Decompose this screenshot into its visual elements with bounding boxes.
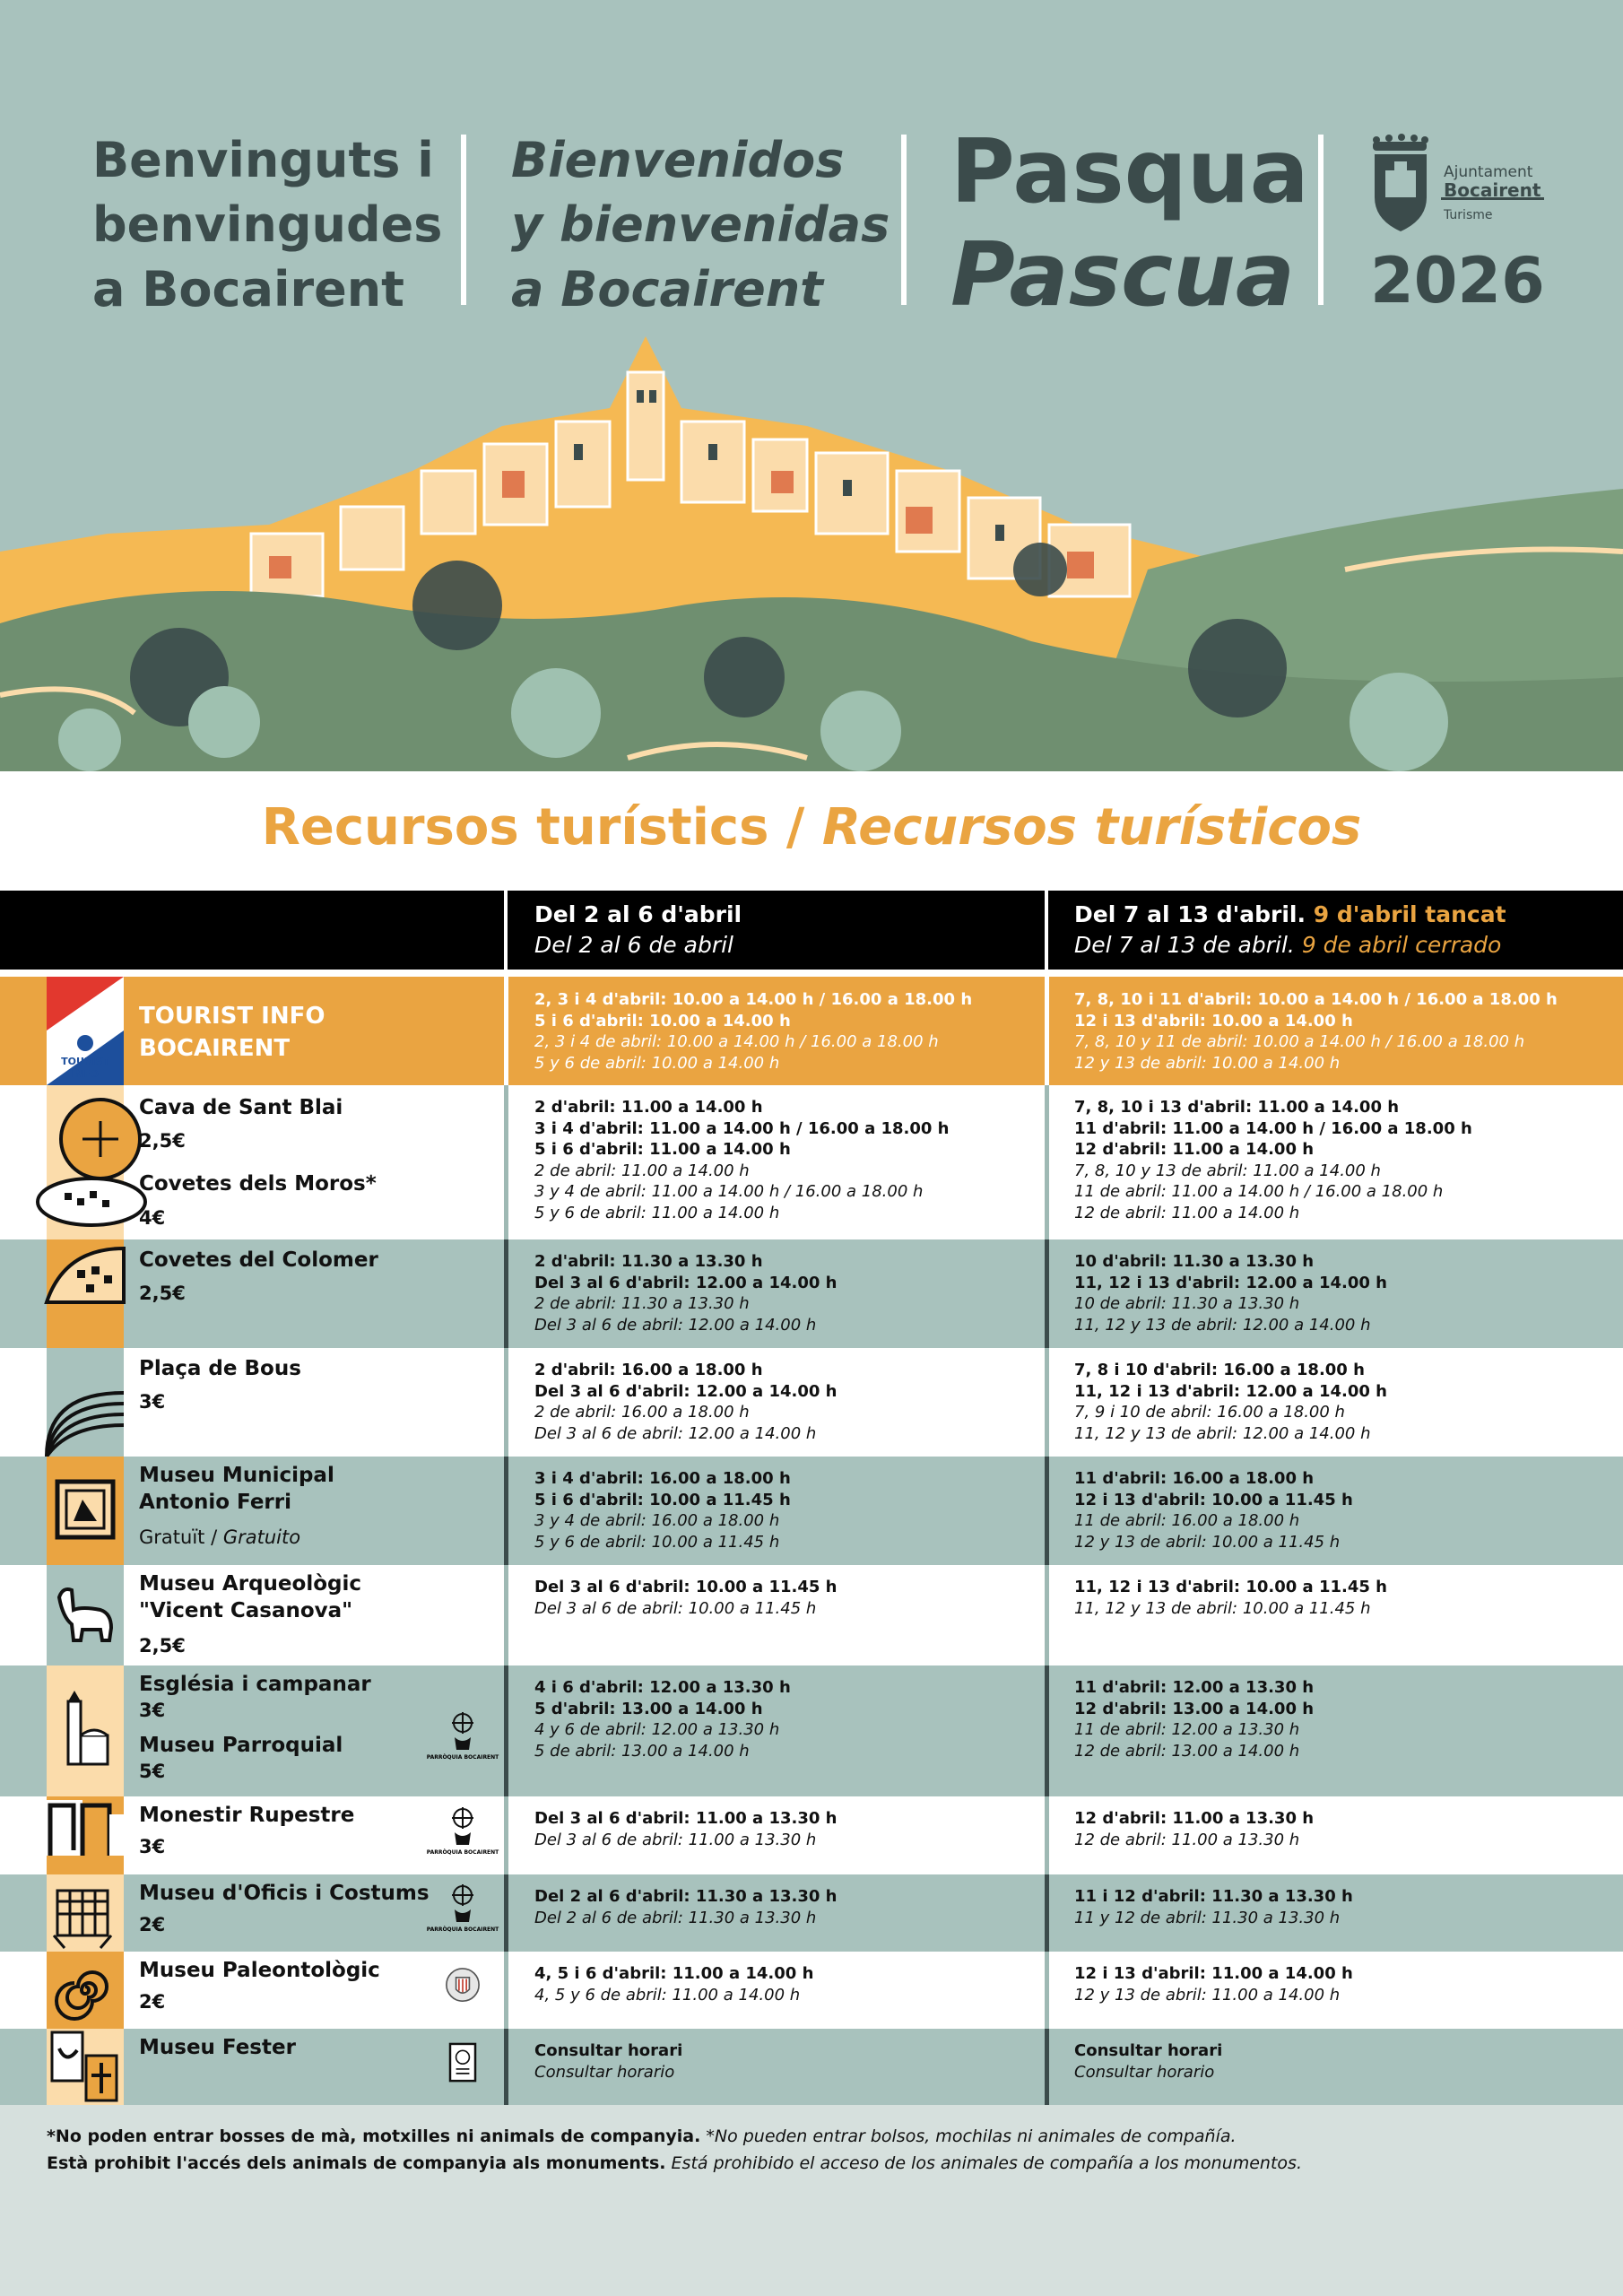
resource-name: Església i campanar [139,1673,371,1696]
schedule-col-1: 3 i 4 d'abril: 16.00 a 18.00 h 5 i 6 d'abril: 10.00 a 11.45 h 3 y 4 de abril: 16.00 a 18.00 h 5 y 6 de abril: 10.00 a 11.45 h [534,1469,791,1552]
schedule-col-2: 11, 12 i 13 d'abril: 10.00 a 11.45 h 11, 12 y 13 de abril: 10.00 a 11.45 h [1074,1578,1387,1618]
footnote-1: *No poden entrar bosses de mà, motxilles ni animals de companyia. *No pueden entrar bolsos, mochilas ni animales de compañía. [47,2126,1237,2146]
table-row [0,1565,1623,1665]
schedule-col-2: 7, 8 i 10 d'abril: 16.00 a 18.00 h 11, 12 i 13 d'abril: 12.00 a 14.00 h 7, 9 i 10 de abril: 16.00 a 18.00 h 11, 12 y 13 de abril: 12.00 a 14.00 h [1074,1361,1387,1443]
schedule-col-1: Consultar horari Consultar horario [534,2041,683,2082]
resource-name: Museu Parroquial [139,1734,343,1757]
header-divider [901,135,907,305]
column-divider [504,977,508,1085]
column-divider [504,2029,508,2105]
resource-name: Monestir Rupestre [139,1804,355,1827]
header-divider [1318,135,1324,305]
header-divider [461,135,466,305]
resource-name: Covetes dels Moros* [139,1172,377,1196]
column-divider [504,1239,508,1348]
column-divider [504,1952,508,2029]
event-title-catalan: Pasqua [950,121,1309,223]
column-header-2: Del 7 al 13 d'abril. 9 d'abril tancat Del 7 al 13 de abril. 9 de abril cerrado [1074,901,1506,958]
cave-icon [47,1085,124,1239]
table-row [0,977,1623,1085]
column-divider [1045,1085,1049,1239]
resource-price: Gratuït / Gratuito [139,1526,301,1548]
resource-price: 3€ [139,1391,166,1413]
table-row [0,1239,1623,1348]
resource-name: Museu Arqueològic "Vicent Casanova" [139,1572,361,1622]
schedule-col-1: 4 i 6 d'abril: 12.00 a 13.30 h 5 d'abril: 13.00 a 14.00 h 4 y 6 de abril: 12.00 a 13.30 h 5 de abril: 13.00 a 14.00 h [534,1678,791,1761]
monastery-cave-icon [47,1796,124,1874]
schedule-col-1: 2, 3 i 4 d'abril: 10.00 a 14.00 h / 16.00 a 18.00 h 5 i 6 d'abril: 10.00 a 14.00 h 2, 3 i 4 de abril: 10.00 a 14.00 h / 16.00 a 18.00 h 5 y 6 de abril: 10.00 a 14.00 h [534,990,973,1073]
parish-seal-icon [426,1883,499,1944]
resource-name: Cava de Sant Blai [139,1096,343,1119]
column-divider [1045,1565,1049,1665]
resource-price: 2€ [139,1914,166,1935]
footnote-2: Està prohibit l'accés dels animals de companyia als monuments. Está prohibido el acceso de los animales de compañía a los monumentos. [47,2153,1302,2173]
schedule-col-1: Del 3 al 6 d'abril: 11.00 a 13.30 h Del 3 al 6 de abril: 11.00 a 13.30 h [534,1809,838,1849]
schedule-col-2: 7, 8, 10 i 13 d'abril: 11.00 a 14.00 h 11 d'abril: 11.00 a 14.00 h / 16.00 a 18.00 h 12 d'abril: 11.00 a 14.00 h 7, 8, 10 y 13 de abril: 11.00 a 14.00 h 11 de abril: 11.00 a 14.00 h / 16.00 a 18.00 h 12 de abril: 11.00 a 14.00 h [1074,1098,1472,1222]
schedule-col-2: 7, 8, 10 i 11 d'abril: 10.00 a 14.00 h / 16.00 a 18.00 h 12 i 13 d'abril: 10.00 a 14.00 h 7, 8, 10 y 11 de abril: 10.00 a 14.00 h / 16.00 a 18.00 h 12 y 13 de abril: 10.00 a 14.00 h [1074,990,1558,1073]
resource-name: Museu Municipal Antonio Ferri [139,1464,334,1514]
schedule-col-1: 4, 5 i 6 d'abril: 11.00 a 14.00 h 4, 5 y 6 de abril: 11.00 a 14.00 h [534,1964,814,2005]
loom-icon [47,1874,124,1952]
column-divider [504,1565,508,1665]
table-row [0,1796,1623,1874]
resource-name: Covetes del Colomer [139,1248,378,1272]
resource-name: Plaça de Bous [139,1357,301,1380]
schedule-col-1: Del 3 al 6 d'abril: 10.00 a 11.45 h Del 3 al 6 de abril: 10.00 a 11.45 h [534,1578,838,1618]
column-divider [1045,1874,1049,1952]
footer-notes [0,2105,1623,2296]
svg-text:INFO: INFO [71,1068,100,1080]
schedule-col-2: 12 i 13 d'abril: 11.00 a 14.00 h 12 y 13 de abril: 11.00 a 14.00 h [1074,1964,1353,2005]
svg-text:PARRÒQUIA BOCAIRENT: PARRÒQUIA BOCAIRENT [426,1754,499,1761]
schedule-col-1: 2 d'abril: 11.00 a 14.00 h 3 i 4 d'abril: 11.00 a 14.00 h / 16.00 a 18.00 h 5 i 6 d'abril: 11.00 a 14.00 h 2 de abril: 11.00 a 14.00 h 3 y 4 de abril: 11.00 a 14.00 h / 16.00 a 18.00 h 5 y 6 de abril: 11.00 a 14.00 h [534,1098,950,1222]
schedule-col-1: 2 d'abril: 16.00 a 18.00 h Del 3 al 6 d'abril: 12.00 a 14.00 h 2 de abril: 16.00 a 18.00 h Del 3 al 6 de abril: 12.00 a 14.00 h [534,1361,838,1443]
column-divider [1045,1796,1049,1874]
column-divider [504,1874,508,1952]
column-header-1: Del 2 al 6 d'abril Del 2 al 6 de abril [534,901,742,958]
schedule-col-2: 12 d'abril: 11.00 a 13.30 h 12 de abril: 11.00 a 13.30 h [1074,1809,1315,1849]
column-divider [504,1085,508,1239]
column-divider [504,1348,508,1457]
event-title-spanish: Pascua [950,224,1296,326]
schedule-col-2: 10 d'abril: 11.30 a 13.30 h 11, 12 i 13 d'abril: 12.00 a 14.00 h 10 de abril: 11.30 a 13.30 h 11, 12 y 13 de abril: 12.00 a 14.00 h [1074,1252,1387,1335]
section-title: Recursos turístics / Recursos turísticos [261,798,1362,857]
schedule-col-2: 11 d'abril: 16.00 a 18.00 h 12 i 13 d'abril: 10.00 a 11.45 h 11 de abril: 16.00 a 18.00 h 12 y 13 de abril: 10.00 a 11.45 h [1074,1469,1353,1552]
column-divider [504,1665,508,1796]
column-divider [1045,1239,1049,1348]
table-row [0,1457,1623,1565]
resource-price: 2,5€ [139,1130,186,1152]
column-divider [504,1796,508,1874]
year: 2026 [1370,244,1545,317]
resource-price: 3€ [139,1836,166,1857]
resource-price: 2,5€ [139,1635,186,1657]
schedule-col-1: 2 d'abril: 11.30 a 13.30 h Del 3 al 6 d'abril: 12.00 a 14.00 h 2 de abril: 11.30 a 13.30 h Del 3 al 6 de abril: 12.00 a 14.00 h [534,1252,838,1335]
column-divider [1045,1665,1049,1796]
resource-price: 2€ [139,1991,166,2013]
table-row [0,1874,1623,1952]
resource-price: 4€ [139,1207,166,1229]
animal-figure-icon [47,1565,124,1665]
table-row [0,2029,1623,2105]
table-row [0,1952,1623,2029]
welcome-catalan: Benvinguts i benvingudes a Bocairent [92,132,443,317]
church-bell-tower-icon [47,1665,124,1796]
table-row [0,1665,1623,1796]
parish-seal-icon [426,1805,499,1866]
column-divider [1045,1952,1049,2029]
resource-name: Museu Paleontològic [139,1959,380,1982]
festival-seal-icon [442,2039,483,2090]
table-row [0,1085,1623,1239]
column-divider [1045,977,1049,1085]
parish-seal-icon [426,1710,499,1771]
resource-price: 5€ [139,1761,166,1782]
column-divider [504,891,508,970]
ammonite-fossil-icon [47,1952,124,2029]
table-header [0,891,1623,970]
resource-price: 2,5€ [139,1283,186,1304]
schedule-col-2: Consultar horari Consultar horario [1074,2041,1223,2082]
museum-frame-icon [47,1457,124,1565]
column-divider [1045,1457,1049,1565]
header-banner [0,0,1623,771]
bullring-icon [47,1348,124,1457]
resource-name: Museu d'Oficis i Costums [139,1882,430,1905]
column-divider [1045,2029,1049,2105]
festival-emblem-icon [47,2029,124,2105]
column-divider [1045,891,1048,970]
cave-dwelling-icon [47,1239,124,1348]
svg-text:PARRÒQUIA BOCAIRENT: PARRÒQUIA BOCAIRENT [426,1926,499,1933]
municipal-seal-icon [442,1964,483,2014]
resource-name: Museu Fester [139,2036,296,2059]
resource-name: TOURIST INFO BOCAIRENT [139,1003,325,1062]
resource-price: 3€ [139,1700,166,1721]
schedule-col-2: 11 i 12 d'abril: 11.30 a 13.30 h 11 y 12 de abril: 11.30 a 13.30 h [1074,1887,1353,1927]
column-divider [504,1457,508,1565]
schedule-col-2: 11 d'abril: 12.00 a 13.30 h 12 d'abril: 13.00 a 14.00 h 11 de abril: 12.00 a 13.30 h 12 de abril: 13.00 a 14.00 h [1074,1678,1315,1761]
column-divider [1045,1348,1049,1457]
logo-text: Ajuntament Bocairent Turisme [1444,163,1541,222]
table-row [0,1348,1623,1457]
svg-text:PARRÒQUIA BOCAIRENT: PARRÒQUIA BOCAIRENT [426,1849,499,1856]
svg-text:TOURIST: TOURIST [61,1056,109,1067]
tourist-info-icon [47,977,124,1085]
welcome-spanish: Bienvenidos y bienvenidas a Bocairent [511,132,890,317]
town-illustration [0,336,1623,771]
schedule-col-1: Del 2 al 6 d'abril: 11.30 a 13.30 h Del 2 al 6 de abril: 11.30 a 13.30 h [534,1887,838,1927]
